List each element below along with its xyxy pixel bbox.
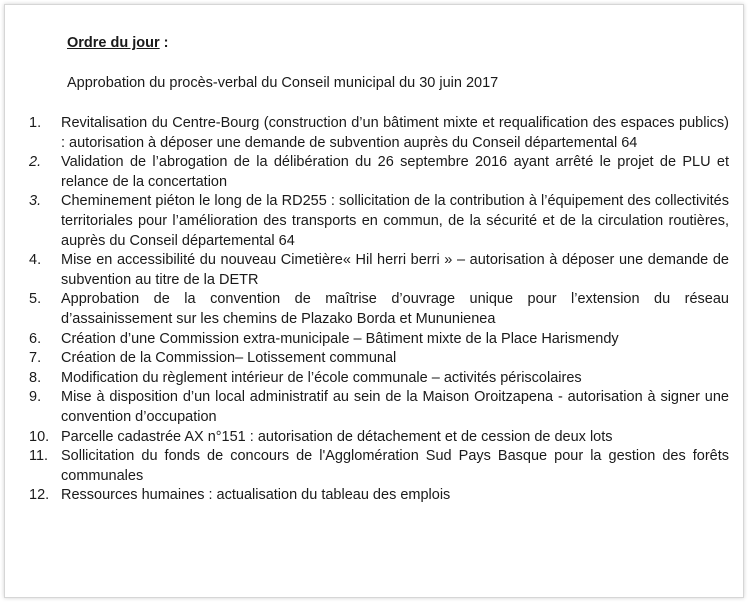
agenda-item-1: [29, 114, 729, 153]
agenda-item-number: 11.: [29, 448, 49, 465]
agenda-item-8: [29, 369, 729, 389]
agenda-item-number: 10.: [29, 428, 50, 445]
agenda-heading: [67, 35, 169, 51]
agenda-item-text: Mise en accessibilité du nouveau Cimetière« Hil herri berri » – autorisation à déposer une demande de subvention au titre de la DETR: [61, 252, 729, 288]
agenda-item-9: [29, 388, 729, 427]
agenda-item-3: [29, 192, 729, 251]
agenda-item-text: Cheminement piéton le long de la RD255 : sollicitation de la contribution à l’équipement des collectivités territoriales pour l’amélioration des transports en commun, de la sécurité et de la circulation routières, auprès du Conseil départemental 64: [61, 193, 729, 249]
agenda-item-number: 6.: [29, 330, 42, 347]
agenda-item-text: Approbation de la convention de maîtrise d’ouvrage unique pour l’extension du réseau d’assainissement sur les chemins de Plazako Borda et Mununienea: [61, 291, 729, 327]
agenda-item-text: Parcelle cadastrée AX n°151 : autorisation de détachement et de cession de deux lots: [61, 428, 613, 445]
document-page: [4, 4, 744, 598]
agenda-item-number: 3.: [29, 193, 42, 210]
agenda-item-12: [29, 486, 729, 506]
agenda-heading-label: Ordre du jour: [67, 35, 160, 51]
agenda-item-5: [29, 290, 729, 329]
agenda-item-10: [29, 428, 729, 448]
agenda-item-text: Validation de l’abrogation de la délibération du 26 septembre 2016 ayant arrêté le projet de PLU et relance de la concertation: [61, 154, 729, 190]
agenda-item-text: Revitalisation du Centre-Bourg (construction d’un bâtiment mixte et requalification des espaces publics) : autorisation à déposer une demande de subvention auprès du Conseil départemental 64: [61, 115, 729, 151]
agenda-item-text: Ressources humaines : actualisation du tableau des emplois: [61, 487, 451, 504]
agenda-item-2: [29, 153, 729, 192]
agenda-item-text: Modification du règlement intérieur de l’école communale – activités périscolaires: [61, 369, 582, 386]
agenda-list: [29, 114, 729, 506]
agenda-item-number: 4.: [29, 252, 42, 269]
agenda-item-number: 1.: [29, 115, 42, 131]
agenda-item-11: [29, 447, 729, 486]
agenda-item-4: [29, 251, 729, 290]
agenda-item-text: Sollicitation du fonds de concours de l'Agglomération Sud Pays Basque pour la gestion des forêts communales: [61, 448, 729, 484]
agenda-item-number: 2.: [29, 154, 42, 171]
agenda-item-text: Mise à disposition d’un local administratif au sein de la Maison Oroitzapena - autorisation à signer une convention d’occupation: [61, 389, 729, 425]
agenda-item-number: 7.: [29, 350, 42, 367]
agenda-item-7: [29, 349, 729, 369]
agenda-item-number: 12.: [29, 487, 50, 504]
agenda-item-number: 9.: [29, 389, 42, 406]
agenda-item-6: [29, 330, 729, 350]
agenda-item-number: 5.: [29, 291, 42, 308]
agenda-item-text: Création de la Commission– Lotissement communal: [61, 350, 397, 367]
agenda-item-number: 8.: [29, 369, 42, 386]
agenda-item-text: Création d’une Commission extra-municipale – Bâtiment mixte de la Place Harismendy: [61, 330, 619, 347]
minutes-approval-line: Approbation du procès-verbal du Conseil municipal du 30 juin 2017: [67, 75, 499, 91]
agenda-heading-colon: :: [159, 35, 169, 51]
